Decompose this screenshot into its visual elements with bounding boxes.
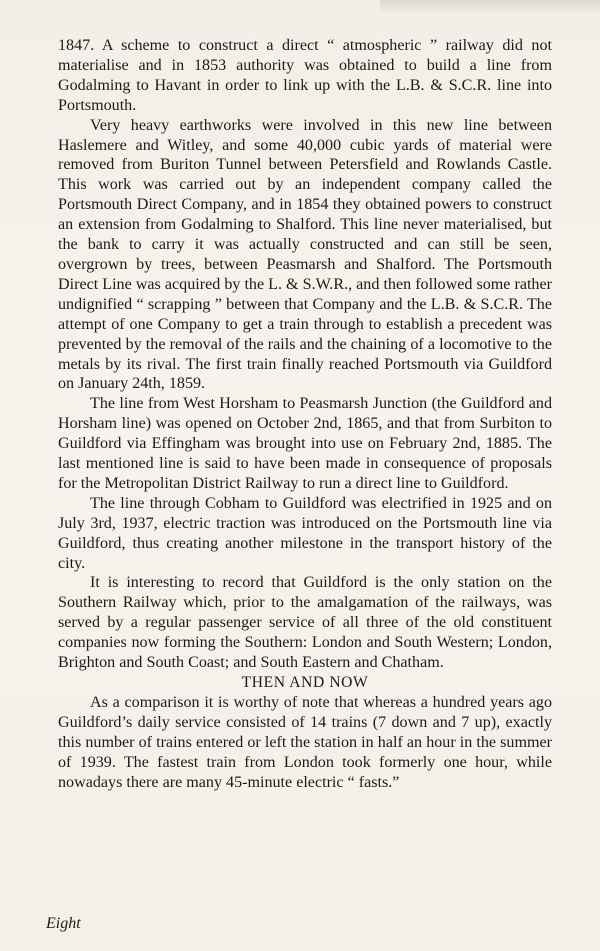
paragraph-electrification: The line through Cobham to Guildford was electrified in 1925 and on July 3rd, 1937, electric traction was introduced on the Portsmouth line via Guildford, thus creating another milestone in the transport history of the city.: [58, 494, 552, 572]
paragraph-southern-railway: It is interesting to record that Guildford is the only station on the Southern Railway which, prior to the amalgamation of the railways, was served by a regular passenger service of all three of the old constituent companies now forming the Southern: London and South Western; London, Brighton and South Coast; and South Eastern and Chatham.: [58, 574, 552, 672]
paragraph-then-and-now: As a comparison it is worthy of note that whereas a hundred years ago Guildford’s daily service consisted of 14 trains (7 down and 7 up), exactly this number of trains entered or left the station in half an hour in the summer of 1939. The fastest train from London took formerly one hour, while nowadays there are many 45-minute electric “ fasts.”: [58, 693, 552, 791]
page-number: Eight: [46, 915, 81, 932]
paragraph-1847-scheme: 1847. A scheme to construct a direct “ atmospheric ” railway did not materialise and in 1853 authority was obtained to build a line from Godalming to Havant in order to link up with the L.B. & S.C.R. line into Portsmouth.: [58, 37, 552, 114]
body-text: [58, 36, 552, 792]
section-heading: THEN AND NOW: [241, 674, 369, 691]
paragraph-west-horsham-line: The line from West Horsham to Peasmarsh Junction (the Guildford and Horsham line) was opened on October 2nd, 1865, and that from Surbiton to Guildford via Effingham was brought into use on February 2nd, 1885. The last mentioned line is said to have been made in consequence of proposals for the Metropolitan District Railway to run a direct line to Guildford.: [58, 395, 552, 492]
paragraph-earthworks: Very heavy earthworks were involved in this new line between Haslemere and Witley, and some 40,000 cubic yards of material were removed from Buriton Tunnel between Petersfield and Rowlands Castle. This work was carried out by an independent company called the Portsmouth Direct Company, and in 1854 they obtained powers to construct an extension from Godalming to Shalford. This line never materialised, but the bank to carry it was actually constructed and can still be seen, overgrown by trees, between Peasmarsh and Shalford. The Portsmouth Direct Line was acquired by the L. & S.W.R., and then followed some rather undignified “ scrapping ” between that Company and the L.B. & S.C.R. The attempt of one Company to get a train through to establish a precedent was prevented by the removal of the rails and the chaining of a locomotive to the metals by its rival. The first train finally reached Portsmouth via Guildford on January 24th, 1859.: [58, 116, 552, 393]
previous-page-bleed: [380, 0, 600, 14]
